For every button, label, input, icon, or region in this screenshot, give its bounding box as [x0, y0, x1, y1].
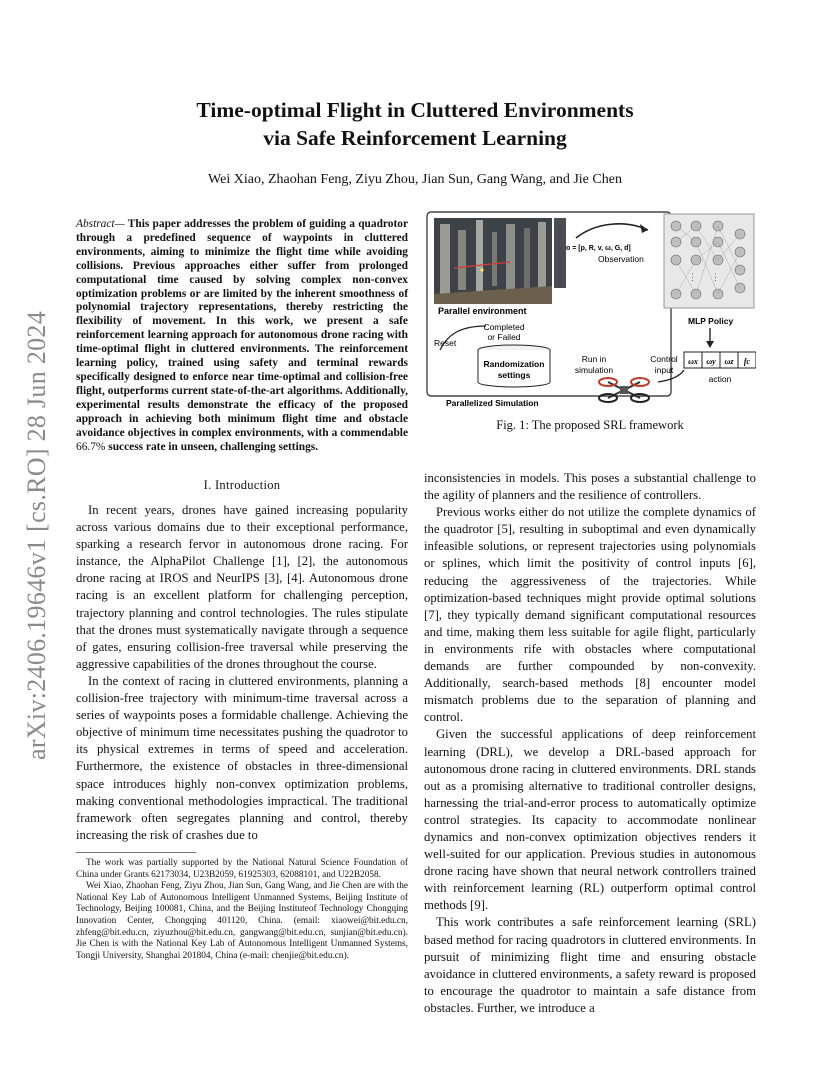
framework-diagram — [426, 210, 756, 412]
simulation-label: simulation — [574, 365, 614, 375]
action-cell-fc: fc — [743, 357, 751, 366]
right-column-text — [424, 470, 756, 1017]
svg-text:⋮: ⋮ — [711, 272, 720, 282]
settings-label: settings — [497, 370, 531, 380]
parallelized-simulation-label: Parallelized Simulation — [446, 398, 539, 408]
run-in-label: Run in — [581, 354, 607, 364]
action-vector — [684, 352, 756, 368]
section-heading-introduction: I. Introduction — [203, 478, 281, 492]
action-cell-wx: ωx — [688, 357, 698, 366]
footnote-affiliations: Wei Xiao, Zhaohan Feng, Ziyu Zhou, Jian Sun, Gang Wang, and Jie Chen are with the National Key Lab of Autonomous Intelligent Unmanned Systems, Beijing Institute of Technology, Beijing 100081, China, and the Beijing Instituteof Technology Chongqing Innovation Center, Chongqing 401120, China. (email: xiaowei@bit.edu.cn, zhfeng@bit.edu.cn, ziyuzhou@bit.edu.cn, gangwang@bit.edu.cn, sunjian@bit.edu.cn). Jie Chen is with the National Key Lab of Autonomous Intelligent Unmanned Systems, Tongji University, Shanghai 201804, China (e-mail: chenjie@bit.edu.cn). — [76, 881, 408, 961]
footnote-funding: The work was partially supported by the National Natural Science Foundation of China under Grants 62173034, U23B2059, 61925303, 62088101, and U22B2058. — [76, 858, 408, 880]
arxiv-sidebar-id: arXiv:2406.19646v1 [cs.RO] 28 Jun 2024 — [22, 310, 51, 760]
control-label: Control — [650, 354, 678, 364]
footnotes — [76, 858, 408, 962]
introduction-text — [76, 502, 408, 844]
or-failed-label: or Failed — [487, 332, 521, 342]
abstract-lead: Abstract— — [76, 218, 125, 230]
abstract-body-a: This paper addresses the problem of guiding a quadrotor through a predefined sequence of waypoints in cluttered environments, aiming to minimize the flight time while avoiding collisions. Previous approaches either suffer from prolonged computational time caused by solving complex non-convex optimization problems or are limited by the inherent smoothness of polynomial trajectory representations, thereby restricting the flexibility of movement. In this work, we present a safe reinforcement learning approach for autonomous drone racing with time-optimal flight in cluttered environments. The reinforcement learning policy, trained using safety and terminal rewards specifically designed to enforce near time-optimal and collision-free flight, outperforms current state-of-the-art algorithms. Additionally, experimental results demonstrate the efficacy of the proposed approach in achieving both minimum flight time and obstacle avoidance objectives in complex environments, with a commendable — [76, 218, 408, 439]
randomization-label: Randomization — [483, 359, 545, 369]
parallel-environment-label: Parallel environment — [438, 306, 527, 316]
figure-srl-framework — [426, 210, 756, 412]
author-list: Wei Xiao, Zhaohan Feng, Ziyu Zhou, Jian Sun, Gang Wang, and Jie Chen — [208, 172, 622, 187]
figure-caption: Fig. 1: The proposed SRL framework — [496, 418, 684, 432]
action-label: action — [708, 374, 732, 384]
abstract-body-b: success rate in unseen, challenging settings. — [105, 440, 319, 453]
svg-text:⋮: ⋮ — [688, 272, 697, 282]
action-cell-wz: ωz — [724, 357, 734, 366]
action-cell-wy: ωy — [706, 357, 716, 366]
intro-paragraph-2: In the context of racing in cluttered environments, planning a collision-free trajectory with minimum-time traversal across a series of waypoints poses a formidable challenge. Achieving the objective of minimum time necessitates pushing the quadrotor to its physical extremes in terms of speed and acceleration. Furthermore, the existence of obstacles in three-dimensional space introduces highly non-convex optimization problems, making conventional methodologies impractical. The traditional framework often segregates planning and control, thereby increasing the risk of crashes due to — [76, 673, 408, 842]
observation-label: Observation — [598, 254, 644, 264]
title-line-1: Time-optimal Flight in Cluttered Environments — [196, 98, 634, 122]
quadrotor-icon — [599, 378, 649, 402]
right-paragraph-0: inconsistencies in models. This poses a substantial challenge to the agility of planners and the resilience of controllers. — [424, 471, 756, 503]
title-line-2: via Safe Reinforcement Learning — [263, 126, 567, 150]
intro-paragraph-1: In recent years, drones have gained increasing popularity across various domains due to their exceptional performance, sparking a research fervor in autonomous drone racing. For instance, the AlphaPilot Challenge [1], [2], the autonomous drone racing at IROS and NeurIPS [3], [4]. Autonomous drone racing is an excellent platform for challenging perception, trajectory planning and control technologies. The rules stipulate that the drones must systematically navigate through a sequence of gates, ensuring collision-free traversal while preserving the aggressive capabilities of the drones throughout the course. — [76, 503, 408, 671]
abstract-percent: 66.7% — [76, 440, 106, 453]
footnote-rule — [76, 852, 196, 853]
right-paragraph-2: Given the successful applications of deep reinforcement learning (DRL), we develop a DRL-based approach for autonomous drone racing in cluttered environments. DRL stands out as a promising alternative to traditional controller designs, harnessing the trial-and-error process to automatically optimize control strategies. Its capacity to accommodate nonlinear dynamics and non-convex optimization objectives renders it well-suited for our application. Previous studies in autonomous drone racing have shown that neural network controllers trained with reinforcement learning (RL) outperform optimal control methods [9]. — [424, 727, 756, 913]
abstract — [76, 218, 408, 454]
right-paragraph-1: Previous works either do not utilize the complete dynamics of the quadrotor [5], resulting in suboptimal and even dynamically infeasible solutions, or represent trajectories using polynomials or splines, which limit the positivity of control inputs [6], reducing the aggressiveness of the trajectories. While optimization-based techniques might provide optimal solutions [7], they typically demand significant computational resources and time, making them less suitable for agile flight, particularly in environments rife with obstacles where computational demands are further compounded by non-convexity. Additionally, search-based methods [8] encounter model mismatch problems due to the separation of planning and control. — [424, 505, 756, 725]
reset-label: Reset — [434, 338, 457, 348]
completed-label: Completed — [483, 322, 525, 332]
input-label: input — [654, 365, 674, 375]
mlp-policy-label: MLP Policy — [688, 316, 734, 326]
paper-title — [120, 96, 710, 152]
right-paragraph-3: This work contributes a safe reinforcement learning (SRL) based method for racing quadrotors in cluttered environments. In pursuit of minimizing flight time and ensuring obstacle avoidance in cluttered environments, a safety reward is proposed to encourage the quadrotor to maintain a safe distance from obstacles. Further, we introduce a — [424, 915, 756, 1015]
observation-formula: o = [p, R, v, ω, G, d] — [566, 245, 631, 252]
observation-arrow — [576, 224, 648, 238]
